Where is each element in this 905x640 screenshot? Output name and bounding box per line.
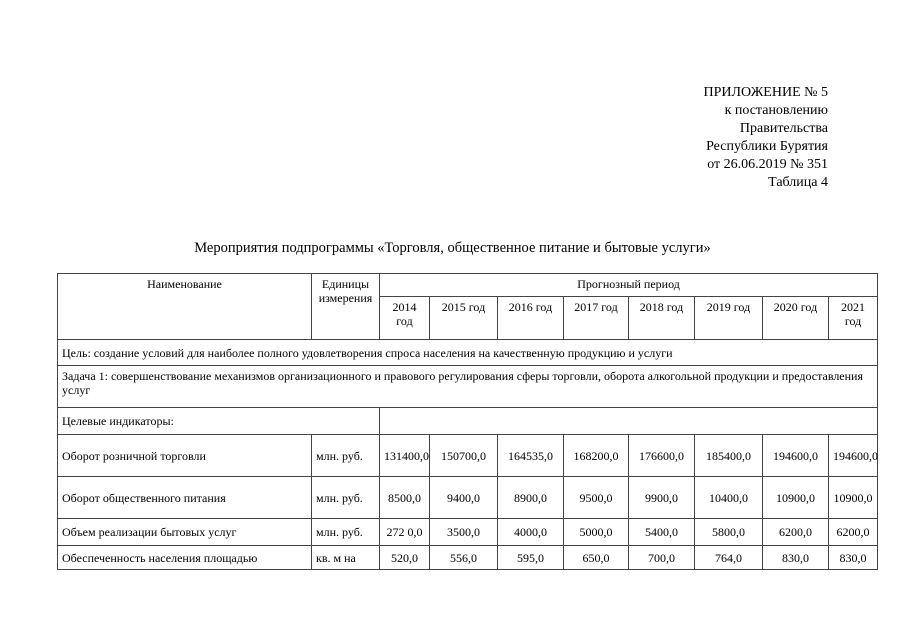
indicator-name: Обеспеченность населения площадью	[58, 546, 312, 570]
indicator-value: 9900,0	[629, 477, 695, 519]
table-row	[58, 477, 878, 519]
appendix-number: ПРИЛОЖЕНИЕ № 5	[703, 85, 828, 100]
indicator-value: 520,0	[380, 546, 430, 570]
appendix-ref-line: Республики Бурятия	[706, 139, 828, 154]
indicator-value: 830,0	[763, 546, 829, 570]
indicator-value: 5000,0	[564, 519, 629, 546]
header-units: Единицы измерения	[312, 274, 380, 340]
indicator-name: Оборот общественного питания	[58, 477, 312, 519]
table-row	[58, 546, 878, 570]
indicator-value: 6200,0	[763, 519, 829, 546]
indicator-value: 5800,0	[695, 519, 763, 546]
year-header: 2017 год	[564, 297, 629, 340]
indicator-value: 764,0	[695, 546, 763, 570]
indicator-value: 185400,0	[695, 435, 763, 477]
indicator-value: 9400,0	[430, 477, 498, 519]
indicator-value: 194600,0	[829, 435, 878, 477]
indicator-value: 194600,0	[763, 435, 829, 477]
header-name: Наименование	[58, 274, 312, 340]
indicator-value: 168200,0	[564, 435, 629, 477]
year-header: 2014 год	[380, 297, 430, 340]
indicator-value: 9500,0	[564, 477, 629, 519]
indicator-value: 10400,0	[695, 477, 763, 519]
document-title: Мероприятия подпрограммы «Торговля, общественное питание и бытовые услуги»	[194, 240, 711, 256]
appendix-header	[600, 84, 828, 192]
indicator-name: Оборот розничной торговли	[58, 435, 312, 477]
indicator-value: 556,0	[430, 546, 498, 570]
indicator-value: 10900,0	[763, 477, 829, 519]
year-header: 2019 год	[695, 297, 763, 340]
appendix-ref-line: к постановлению	[724, 103, 828, 118]
indicator-value: 6200,0	[829, 519, 878, 546]
indicator-unit: млн. руб.	[312, 435, 380, 477]
indicators-empty	[380, 408, 878, 435]
indicator-value: 8500,0	[380, 477, 430, 519]
table-header-row	[58, 274, 878, 297]
indicator-value: 595,0	[498, 546, 564, 570]
indicator-value: 131400,0	[380, 435, 430, 477]
indicator-unit: кв. м на	[312, 546, 380, 570]
indicator-value: 4000,0	[498, 519, 564, 546]
table-number: Таблица 4	[768, 175, 828, 190]
indicator-name: Объем реализации бытовых услуг	[58, 519, 312, 546]
indicator-value: 164535,0	[498, 435, 564, 477]
task-text: Задача 1: совершенствование механизмов организационного и правового регулирования сферы торговли, оборота алкогольной продукции и предоставления услуг	[58, 366, 878, 408]
indicator-value: 830,0	[829, 546, 878, 570]
year-header: 2020 год	[763, 297, 829, 340]
appendix-date: от 26.06.2019 № 351	[707, 157, 828, 172]
year-header: 2018 год	[629, 297, 695, 340]
appendix-ref-line: Правительства	[739, 121, 828, 136]
indicator-value: 3500,0	[430, 519, 498, 546]
indicator-value: 8900,0	[498, 477, 564, 519]
goal-row	[58, 340, 878, 366]
table-row	[58, 519, 878, 546]
indicator-value: 176600,0	[629, 435, 695, 477]
goal-text: Цель: создание условий для наиболее полного удовлетворения спроса населения на качественную продукцию и услуги	[58, 340, 878, 366]
indicator-value: 650,0	[564, 546, 629, 570]
table-row	[58, 435, 878, 477]
year-header: 2021 год	[829, 297, 878, 340]
indicator-unit: млн. руб.	[312, 519, 380, 546]
measures-table	[57, 273, 878, 570]
indicator-unit: млн. руб.	[312, 477, 380, 519]
indicators-row	[58, 408, 878, 435]
task-row	[58, 366, 878, 408]
indicator-value: 10900,0	[829, 477, 878, 519]
year-header: 2016 год	[498, 297, 564, 340]
header-period: Прогнозный период	[380, 274, 878, 297]
indicator-value: 150700,0	[430, 435, 498, 477]
indicator-value: 272 0,0	[380, 519, 430, 546]
indicator-value: 5400,0	[629, 519, 695, 546]
year-header: 2015 год	[430, 297, 498, 340]
indicators-label: Целевые индикаторы:	[58, 408, 380, 435]
indicator-value: 700,0	[629, 546, 695, 570]
